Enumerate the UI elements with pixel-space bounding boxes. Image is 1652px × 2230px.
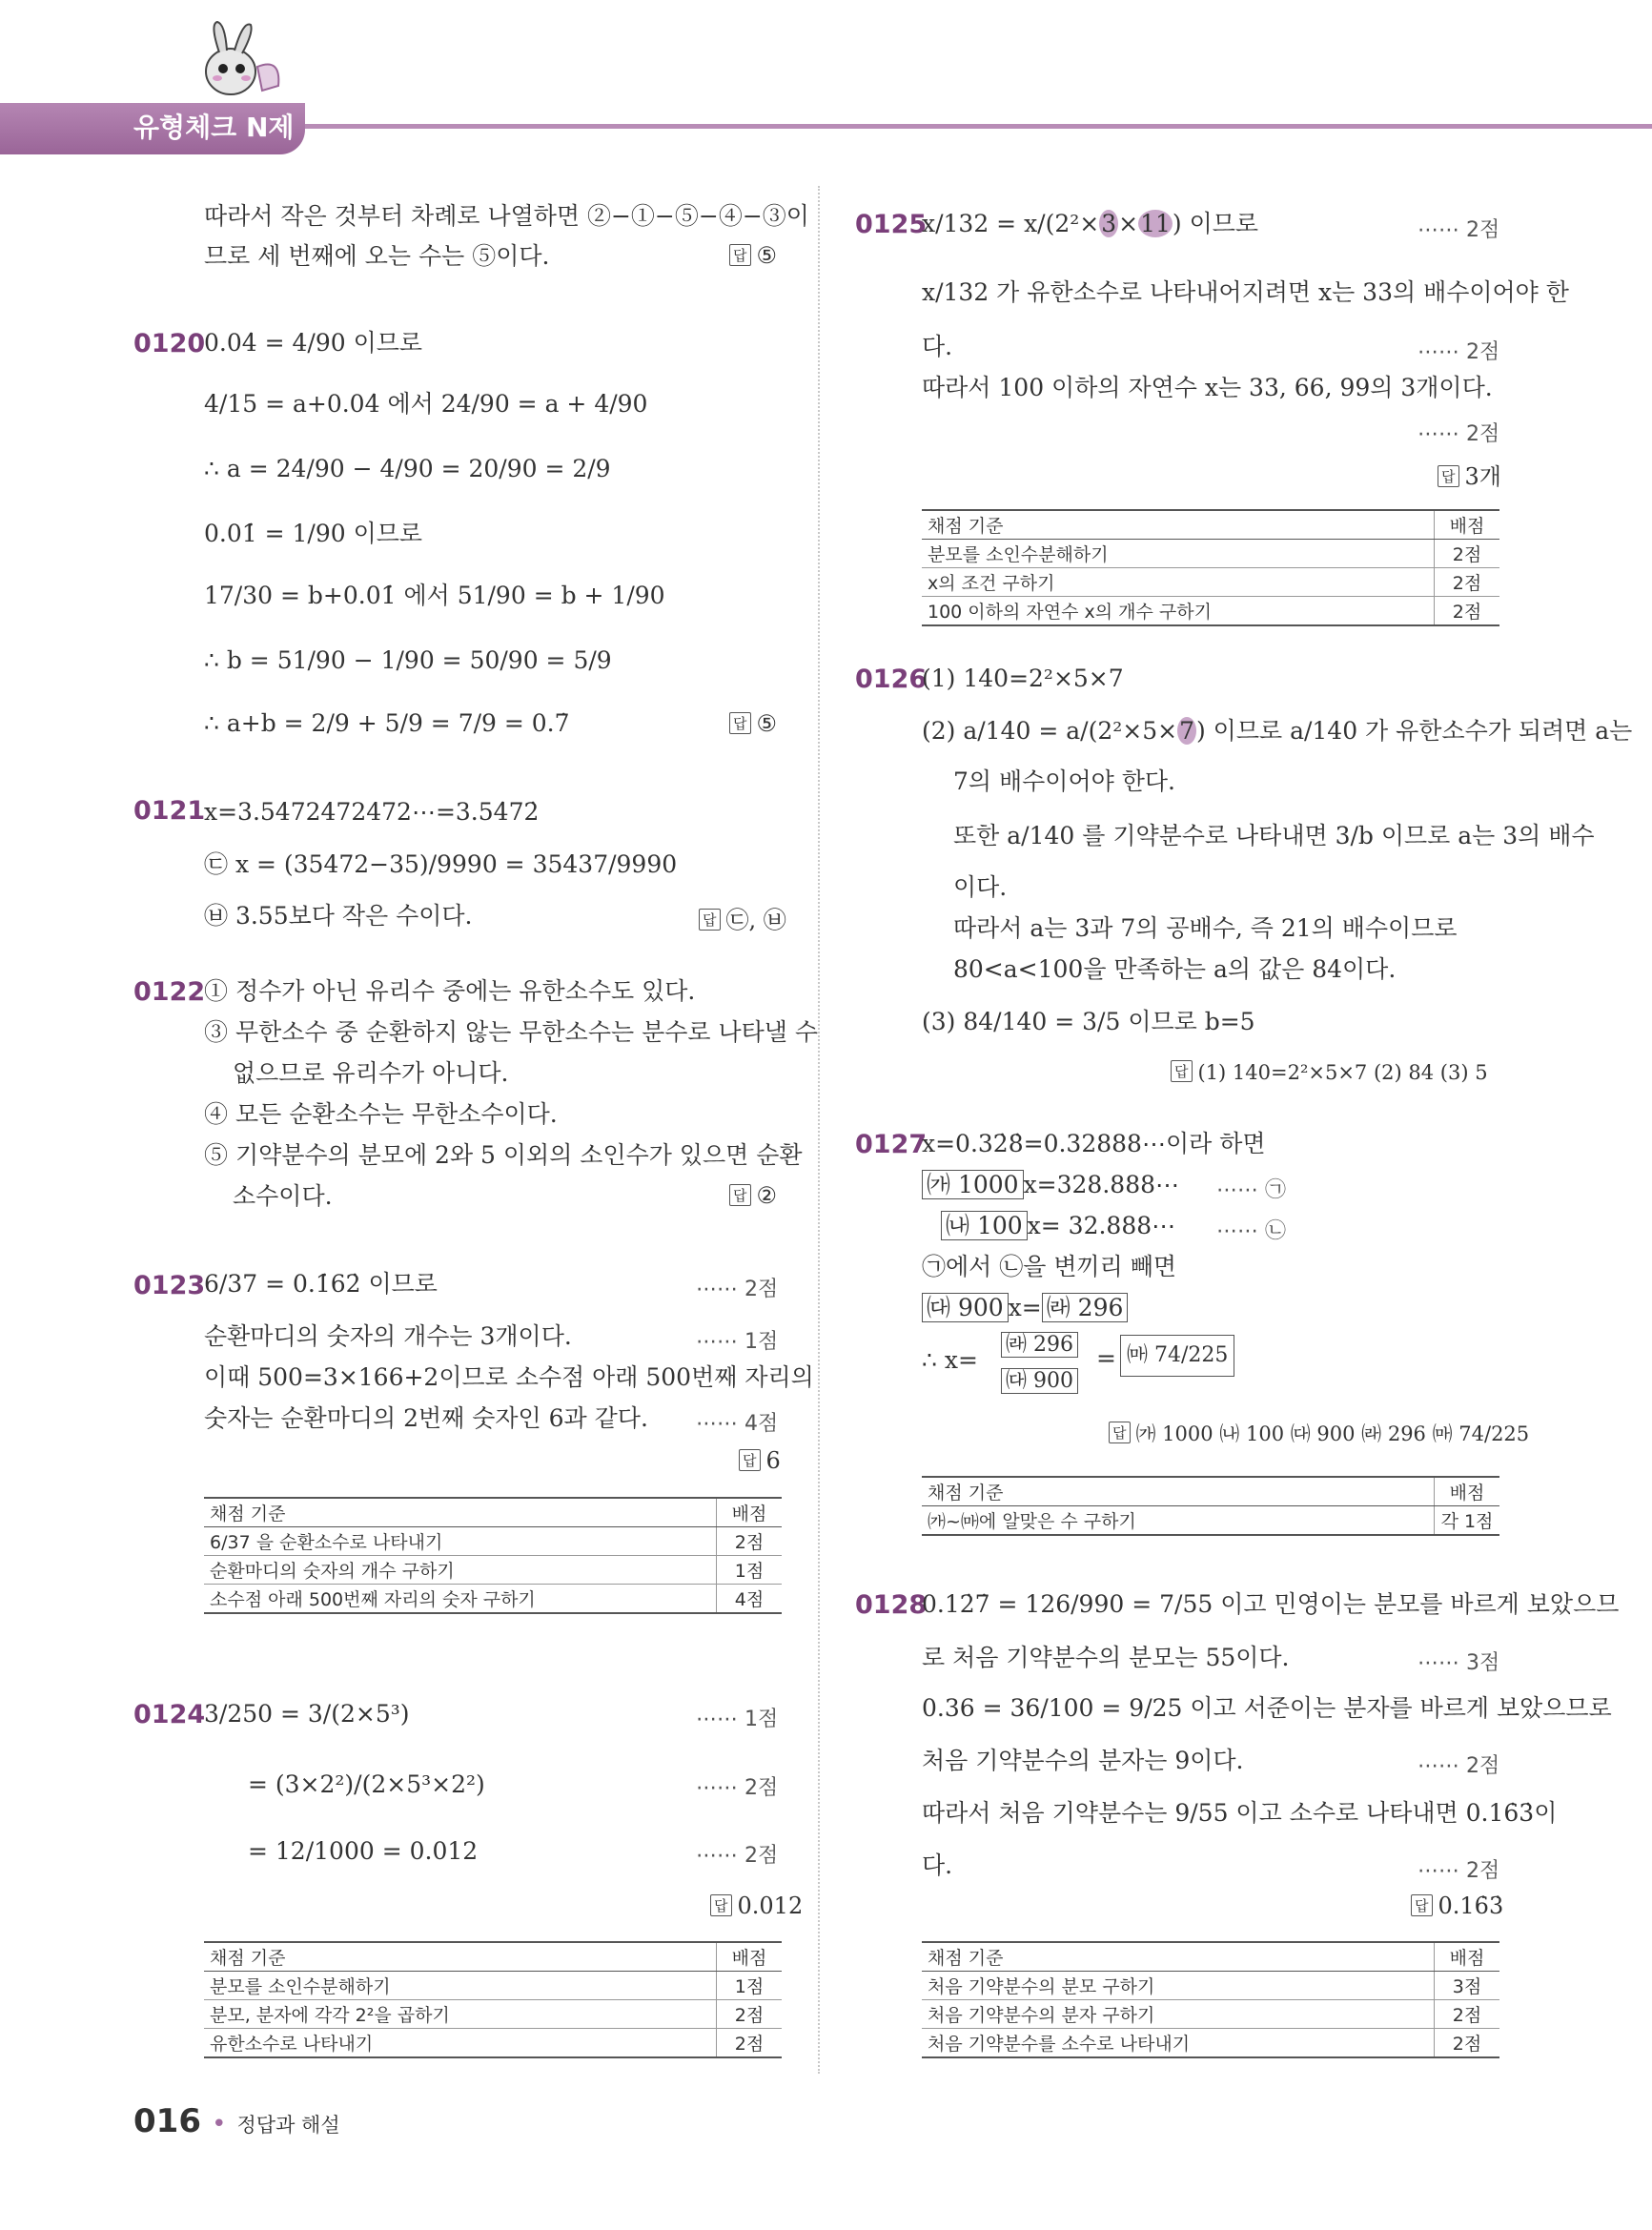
answer: 답 3개 [1438,458,1501,491]
solution-line: 80<a<100을 만족하는 a의 값은 84이다. [953,955,1397,983]
solution-line: 이다. [953,873,1008,901]
points: ⋯⋯ 2점 [1417,340,1500,364]
points: ⋯⋯ 1점 [696,1330,779,1354]
scoring-table: 채점 기준 배점 분모를 소인수분해하기 1점 분모, 분자에 각각 2²을 곱하기 2점 유한소수로 나타내기 2점 [204,1941,782,2058]
problem-number: 0126 [855,665,928,694]
solution-line: 다. [922,333,953,360]
points: ⋯⋯ 2점 [1417,218,1500,242]
solution-line: ① 정수가 아닌 유리수 중에는 유한소수도 있다. [204,977,696,1005]
solution-line: 0.12̇7̇ = 126/990 = 7/55 이고 민영이는 분모를 바르게 보았으므 [922,1590,1620,1618]
blank-box: ㈑ 296 [1042,1293,1129,1322]
points: ⋯⋯ 2점 [696,1776,779,1800]
solution-line: 다. [922,1852,953,1879]
highlight: 11 [1140,210,1171,237]
points: ⋯⋯ 2점 [696,1844,779,1868]
page-footer [133,2102,340,2140]
solution-line: ∴ b = 51/90 − 1/90 = 50/90 = 5/9 [204,646,612,674]
solution-line: ㈎ 1000 x=328.888⋯ [922,1169,1179,1201]
points: ⋯⋯ 2점 [1417,422,1500,446]
problem-number: 0122 [133,977,206,1007]
solution-line: ③ 무한소수 중 순환하지 않는 무한소수는 분수로 나타낼 수 [204,1018,819,1046]
solution-line: 로 처음 기약분수의 분모는 55이다. [922,1644,1290,1671]
problem-number: 0125 [855,210,928,239]
problem-number: 0128 [855,1590,928,1620]
solution-line: 따라서 처음 기약분수는 9/55 이고 소수로 나타내면 0.16̇3̇이 [922,1799,1558,1827]
bullet-icon: • [212,2110,227,2138]
header-title: 유형체크 N제 [133,112,295,143]
solution-line: 0.36 = 36/100 = 9/25 이고 서준이는 분자를 바르게 보았으므로 [922,1694,1612,1722]
equation-tag: ⋯⋯ ㉠ [1216,1178,1286,1202]
solution-line: 0.01̇ = 1/90 이므로 [204,520,423,547]
problem-number: 0124 [133,1700,206,1729]
blank-box: ㈎ 1000 [922,1170,1024,1199]
solution-line: 17/30 = b+0.01̇ 에서 51/90 = b + 1/90 [204,582,665,609]
solution-line: x/132 가 유한소수로 나타내어지려면 x는 33의 배수이어야 한 [922,278,1569,306]
solution-line: ⑤ 기약분수의 분모에 2와 5 이외의 소인수가 있으면 순환 [204,1141,803,1169]
solution-line: 6/37 = 0.1̇62̇ 이므로 [204,1270,438,1298]
solution-line: 0.04̇ = 4/90 이므로 [204,329,423,357]
answer: 답 ⑤ [729,710,777,737]
scoring-table: 채점 기준 배점 처음 기약분수의 분모 구하기 3점 처음 기약분수의 분자 구하기 2점 처음 기약분수를 소수로 나타내기 2점 [922,1941,1499,2058]
answer: 답 ㈎ 1000 ㈏ 100 ㈐ 900 ㈑ 296 ㈒ 74/225 [1109,1419,1529,1447]
equals-sign: = [1096,1344,1116,1372]
answer: 답 6 [739,1447,781,1474]
solution-line: 7의 배수이어야 한다. [953,767,1175,795]
answer: 답 ② [729,1182,777,1209]
solution-line: 처음 기약분수의 분자는 9이다. [922,1747,1244,1774]
scoring-table: 채점 기준 배점 6/37 을 순환소수로 나타내기 2점 순환마디의 숫자의 개수 구하기 1점 소수점 아래 500번째 자리의 숫자 구하기 4점 [204,1497,782,1614]
solution-line: x=0.32̇8̇=0.32888⋯이라 하면 [922,1130,1266,1157]
solution-line: (3) 84/140 = 3/5 이므로 b=5 [922,1008,1255,1035]
points: ⋯⋯ 3점 [1417,1651,1500,1675]
solution-line: 이때 500=3×166+2이므로 소수점 아래 500번째 자리의 [204,1363,814,1391]
intro-line2: 므로 세 번째에 오는 수는 ⑤이다. [204,242,550,270]
blank-box: ㈐ 900 [922,1293,1009,1322]
problem-number: 0121 [133,796,206,826]
points: ⋯⋯ 1점 [696,1708,779,1731]
solution-line: ④ 모든 순환소수는 무한소수이다. [204,1100,558,1128]
solution-line: 4/15 = a+0.04̇ 에서 24/90 = a + 4/90 [204,390,648,418]
solution-line: 또한 a/140 를 기약분수로 나타내면 3/b 이므로 a는 3의 배수 [953,822,1595,849]
solution-line: ㉢ x = (35472−35)/9990 = 35437/9990 [204,850,678,878]
scoring-table: 채점 기준 배점 ㈎~㈒에 알맞은 수 구하기 각 1점 [922,1476,1499,1536]
solution-line: 순환마디의 숫자의 개수는 3개이다. [204,1322,572,1350]
solution-line: 숫자는 순환마디의 2번째 숫자인 6과 같다. [204,1404,648,1432]
intro-line1: 따라서 작은 것부터 차례로 나열하면 ②−①−⑤−④−③이 [204,202,809,230]
answer: 답 0.16̇3̇ [1411,1892,1503,1919]
problem-number: 0120 [133,329,206,358]
fraction-denominator: ㈐ 900 [1001,1365,1078,1398]
solution-line: (1) 140=2²×5×7 [922,665,1124,692]
solution-line: 소수이다. [233,1182,333,1210]
answer: 답 (1) 140=2²×5×7 (2) 84 (3) 5 [1171,1060,1488,1084]
solution-line: (2) a/140 = a/(2²×5×7) 이므로 a/140 가 유한소수가 되려면 a는 [922,717,1633,745]
solution-line: 따라서 100 이하의 자연수 x는 33, 66, 99의 3개이다. [922,374,1493,401]
points: ⋯⋯ 2점 [1417,1754,1500,1778]
solution-line: ㈏ 100 x= 32.888⋯ [941,1210,1175,1242]
page-number: 016 [133,2102,201,2140]
highlight: 3 [1101,210,1117,237]
solution-line: 없으므로 유리수가 아니다. [233,1059,509,1087]
header-line [286,124,1652,129]
points: ⋯⋯ 2점 [1417,1859,1500,1883]
answer: 답 0.012 [710,1892,803,1919]
solution-line: x/132 = x/(2²×3×11) 이므로 [922,210,1259,237]
scoring-table: 채점 기준 배점 분모를 소인수분해하기 2점 x의 조건 구하기 2점 100 이하의 자연수 x의 개수 구하기 2점 [922,509,1499,626]
solution-line: x=3.5472472472⋯=3.54̇72̇ [204,798,540,826]
solution-line: = (3×2²)/(2×5³×2²) [248,1770,485,1798]
solution-line: 3/250 = 3/(2×5³) [204,1700,410,1728]
points: ⋯⋯ 4점 [696,1412,779,1436]
solution-line: ㉥ 3.55보다 작은 수이다. [204,902,473,930]
problem-number: 0123 [133,1271,206,1300]
mascot-icon [191,19,286,105]
solution-line: ㉠에서 ㉡을 변끼리 빼면 [922,1253,1177,1280]
equation-tag: ⋯⋯ ㉡ [1216,1219,1286,1243]
solution-line: ㈐ 900 x= ㈑ 296 [922,1292,1128,1324]
solution-line: 따라서 a는 3과 7의 공배수, 즉 21의 배수이므로 [953,914,1458,942]
blank-box: ㈏ 100 [941,1211,1028,1240]
solution-line: ∴ a = 24/90 − 4/90 = 20/90 = 2/9 [204,455,611,482]
highlight: 7 [1179,717,1194,745]
solution-line: ∴ x= [922,1346,978,1374]
problem-number: 0127 [855,1130,928,1159]
solution-line: = 12/1000 = 0.012 [248,1837,479,1865]
answer: 답 ⑤ [729,242,777,269]
footer-label: 정답과 해설 [236,2114,340,2137]
column-divider [818,186,820,2074]
solution-line: ∴ a+b = 2/9 + 5/9 = 7/9 = 0.7̇ [204,709,570,737]
fraction-numerator: ㈑ 296 [1001,1329,1078,1361]
answer-box: ㈒ 74/225 [1120,1335,1234,1377]
answer: 답 ㉢, ㉥ [699,901,786,934]
points: ⋯⋯ 2점 [696,1278,779,1301]
